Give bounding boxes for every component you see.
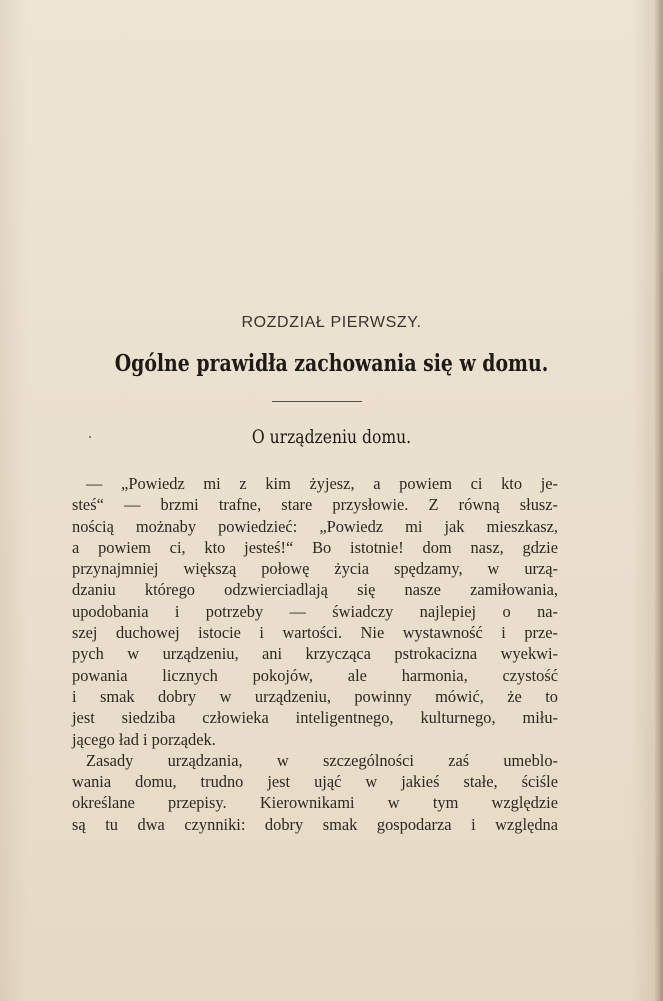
text-line: upodobania i potrzeby — świadczy najlepiej o na- [72, 601, 558, 621]
text-line: przynajmniej większą połowę życia spędzamy, w urzą- [72, 559, 558, 579]
text-line: określane przepisy. Kierownikami w tym względzie [72, 793, 558, 813]
chapter-title: Ogólne prawidła zachowania się w domu. [114, 350, 549, 377]
section-title: O urządzeniu domu. [251, 426, 412, 448]
text-line: — „Powiedz mi z kim żyjesz, a powiem ci kto je- [86, 474, 558, 493]
text-line: są tu dwa czynniki: dobry smak gospodarza i względna [72, 814, 558, 834]
text-line: dzaniu którego odzwierciadlają się nasze zamiłowania, [72, 580, 558, 600]
body-text [72, 473, 558, 835]
text-line: nością możnaby powiedzieć: „Powiedz mi jak mieszkasz, [72, 516, 558, 536]
page-edge-shadow [655, 0, 663, 1001]
text-line: a powiem ci, kto jesteś!“ Bo istotnie! dom nasz, gdzie [72, 537, 558, 557]
text-line: jącego ład i porządek. [72, 729, 216, 749]
text-line: pych w urządzeniu, ani krzycząca pstrokacizna wyekwi- [72, 644, 558, 664]
title-divider [272, 401, 362, 402]
text-line: szej duchowej istocie i wartości. Nie wystawność i prze- [72, 623, 558, 643]
text-line: steś“ — brzmi trafne, stare przysłowie. Z równą słusz- [72, 495, 558, 515]
text-line: i smak dobry w urządzeniu, powinny mówić, że to [72, 686, 558, 706]
chapter-heading: ROZDZIAŁ PIERWSZY. [241, 314, 422, 331]
text-line: wania domu, trudno jest ująć w jakieś stałe, ściśle [72, 772, 558, 792]
text-line: powania licznych pokojów, ale harmonia, czystość [72, 665, 558, 685]
text-line: jest siedziba człowieka inteligentnego, kulturnego, miłu- [72, 708, 558, 728]
text-line: Zasady urządzania, w szczególności zaś umeblo- [86, 750, 558, 770]
